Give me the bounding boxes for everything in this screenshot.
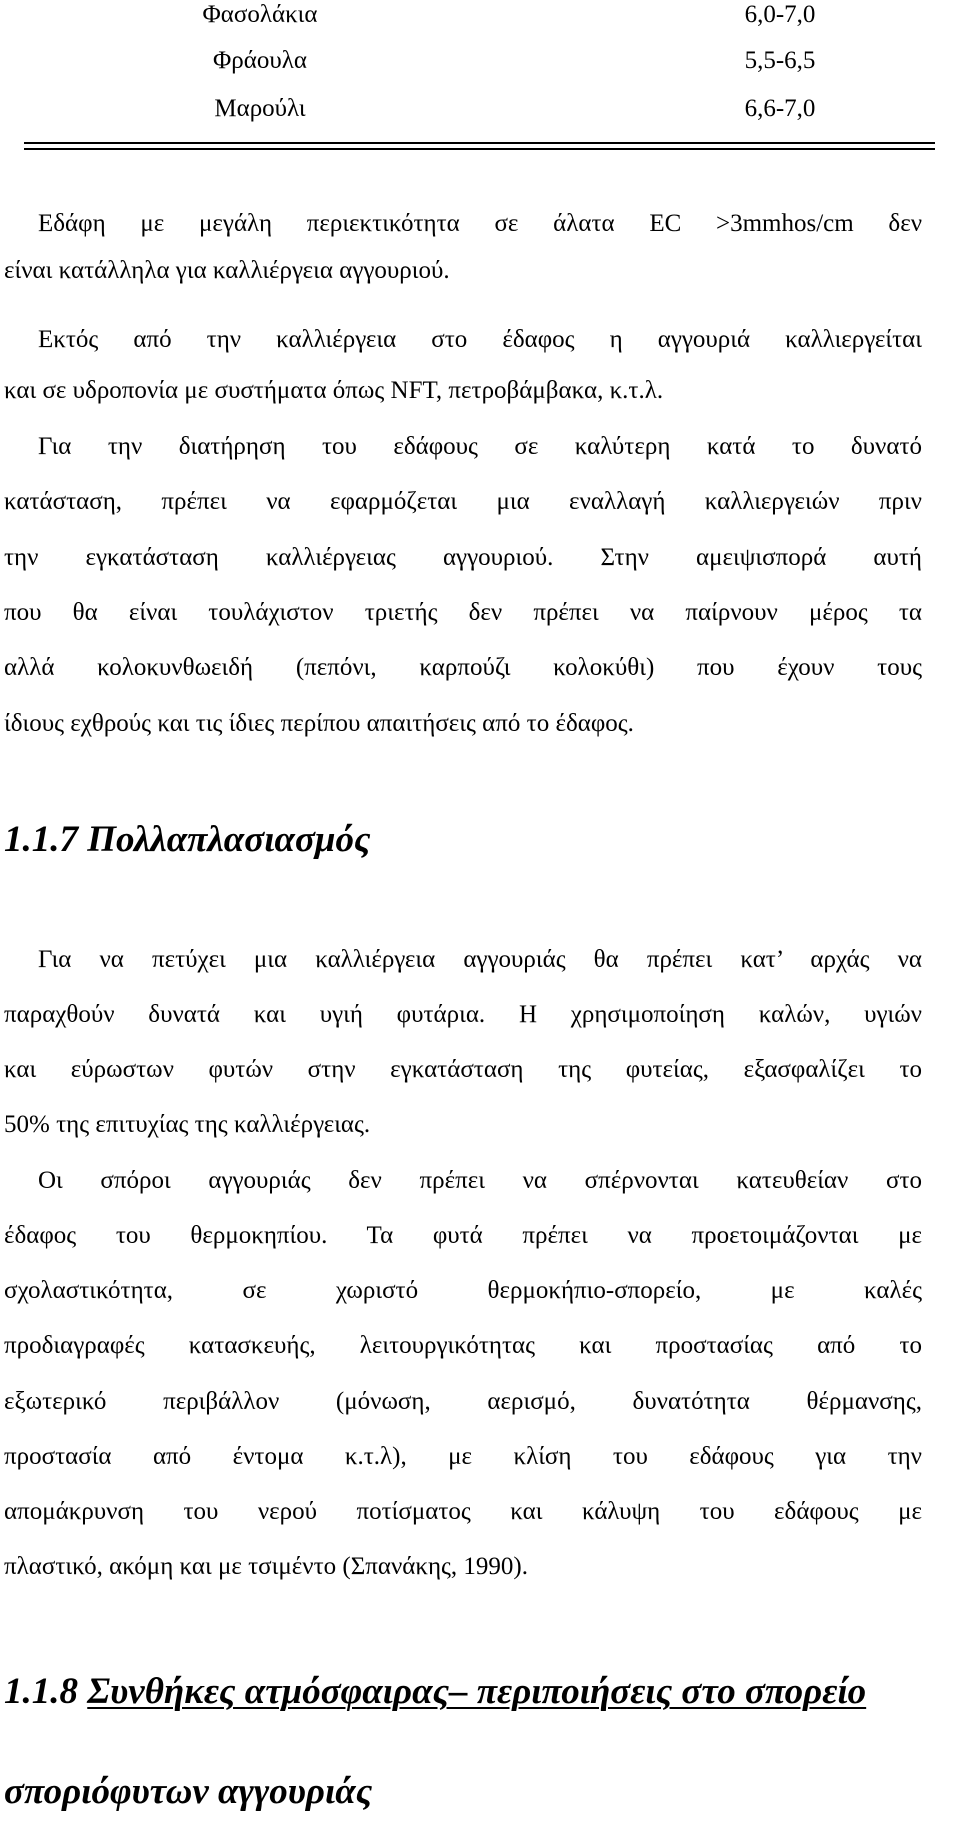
section-heading xyxy=(4,1670,866,1714)
text-line: Για να πετύχει μια καλλιέργεια αγγουριάς θα πρέπει κατ’ αρχάς να xyxy=(38,946,922,973)
text-line: κατάσταση, πρέπει να εφαρμόζεται μια εναλλαγή καλλιεργειών πριν xyxy=(4,488,922,515)
text-line: απομάκρυνση του νερού ποτίσματος και κάλυψη του εδάφους με xyxy=(4,1498,922,1525)
text-line: προστασία από έντομα κ.τ.λ), με κλίση του εδάφους για την xyxy=(4,1443,922,1470)
text-line: Οι σπόροι αγγουριάς δεν πρέπει να σπέρνονται κατευθείαν στο xyxy=(38,1167,922,1194)
section-title: Πολλαπλασιασμός xyxy=(87,819,371,860)
text-line: Εκτός από την καλλιέργεια στο έδαφος η αγγουριά καλλιεργείται xyxy=(38,326,922,353)
table-bottom-rule xyxy=(24,142,935,144)
text-line: είναι κατάλληλα για καλλιέργεια αγγουριού. xyxy=(4,257,450,284)
text-line: Για την διατήρηση του εδάφους σε καλύτερη κατά το δυνατό xyxy=(38,433,922,460)
text-line: σχολαστικότητα, σε χωριστό θερμοκήπιο-σπορείο, με καλές xyxy=(4,1277,922,1304)
text-line: και σε υδροπονία με συστήματα όπως NFT, πετροβάμβακα, κ.τ.λ. xyxy=(4,377,664,404)
text-line: αλλά κολοκυνθωειδή (πεπόνι, καρπούζι κολοκύθι) που έχουν τους xyxy=(4,654,922,681)
text-line: εξωτερικό περιβάλλον (μόνωση, αερισμό, δυνατότητα θέρμανσης, xyxy=(4,1388,922,1415)
text-line: 50% της επιτυχίας της καλλιέργειας. xyxy=(4,1111,371,1138)
section-number: 1.1.8 xyxy=(4,1671,78,1712)
table-cell-crop: Φράουλα xyxy=(213,47,307,74)
text-line: την εγκατάσταση καλλιέργειας αγγουριού. Στην αμειψισπορά αυτή xyxy=(4,544,922,571)
table-cell-crop: Φασολάκια xyxy=(202,1,318,28)
table-cell-ph: 5,5-6,5 xyxy=(744,47,816,74)
text-line: παραχθούν δυνατά και υγιή φυτάρια. Η χρησιμοποίηση καλών, υγιών xyxy=(4,1001,922,1028)
table-row xyxy=(0,94,960,124)
table-row xyxy=(0,0,960,30)
section-heading xyxy=(4,818,370,862)
section-heading-continued: σποριόφυτων αγγουριάς xyxy=(4,1771,373,1812)
text-line: Εδάφη με μεγάλη περιεκτικότητα σε άλατα EC >3mmhos/cm δεν xyxy=(38,210,922,237)
section-number: 1.1.7 xyxy=(4,819,78,860)
table-cell-ph: 6,0-7,0 xyxy=(744,1,816,28)
text-line: και εύρωστων φυτών στην εγκατάσταση της φυτείας, εξασφαλίζει το xyxy=(4,1056,922,1083)
table-cell-crop: Μαρούλι xyxy=(214,95,306,122)
table-bottom-rule xyxy=(24,148,935,150)
text-line: που θα είναι τουλάχιστον τριετής δεν πρέπει να παίρνουν μέρος τα xyxy=(4,599,922,626)
text-line: έδαφος του θερμοκηπίου. Τα φυτά πρέπει να προετοιμάζονται με xyxy=(4,1222,922,1249)
section-title: Συνθήκες ατμόσφαιρας– περιποιήσεις στο σπορείο xyxy=(87,1671,867,1712)
text-line: πλαστικό, ακόμη και με τσιμέντο (Σπανάκης, 1990). xyxy=(4,1553,529,1580)
table-cell-ph: 6,6-7,0 xyxy=(744,95,816,122)
text-line: προδιαγραφές κατασκευής, λειτουργικότητας και προστασίας από το xyxy=(4,1332,922,1359)
text-line: ίδιους εχθρούς και τις ίδιες περίπου απαιτήσεις από το έδαφος. xyxy=(4,710,634,737)
table-row xyxy=(0,46,960,76)
